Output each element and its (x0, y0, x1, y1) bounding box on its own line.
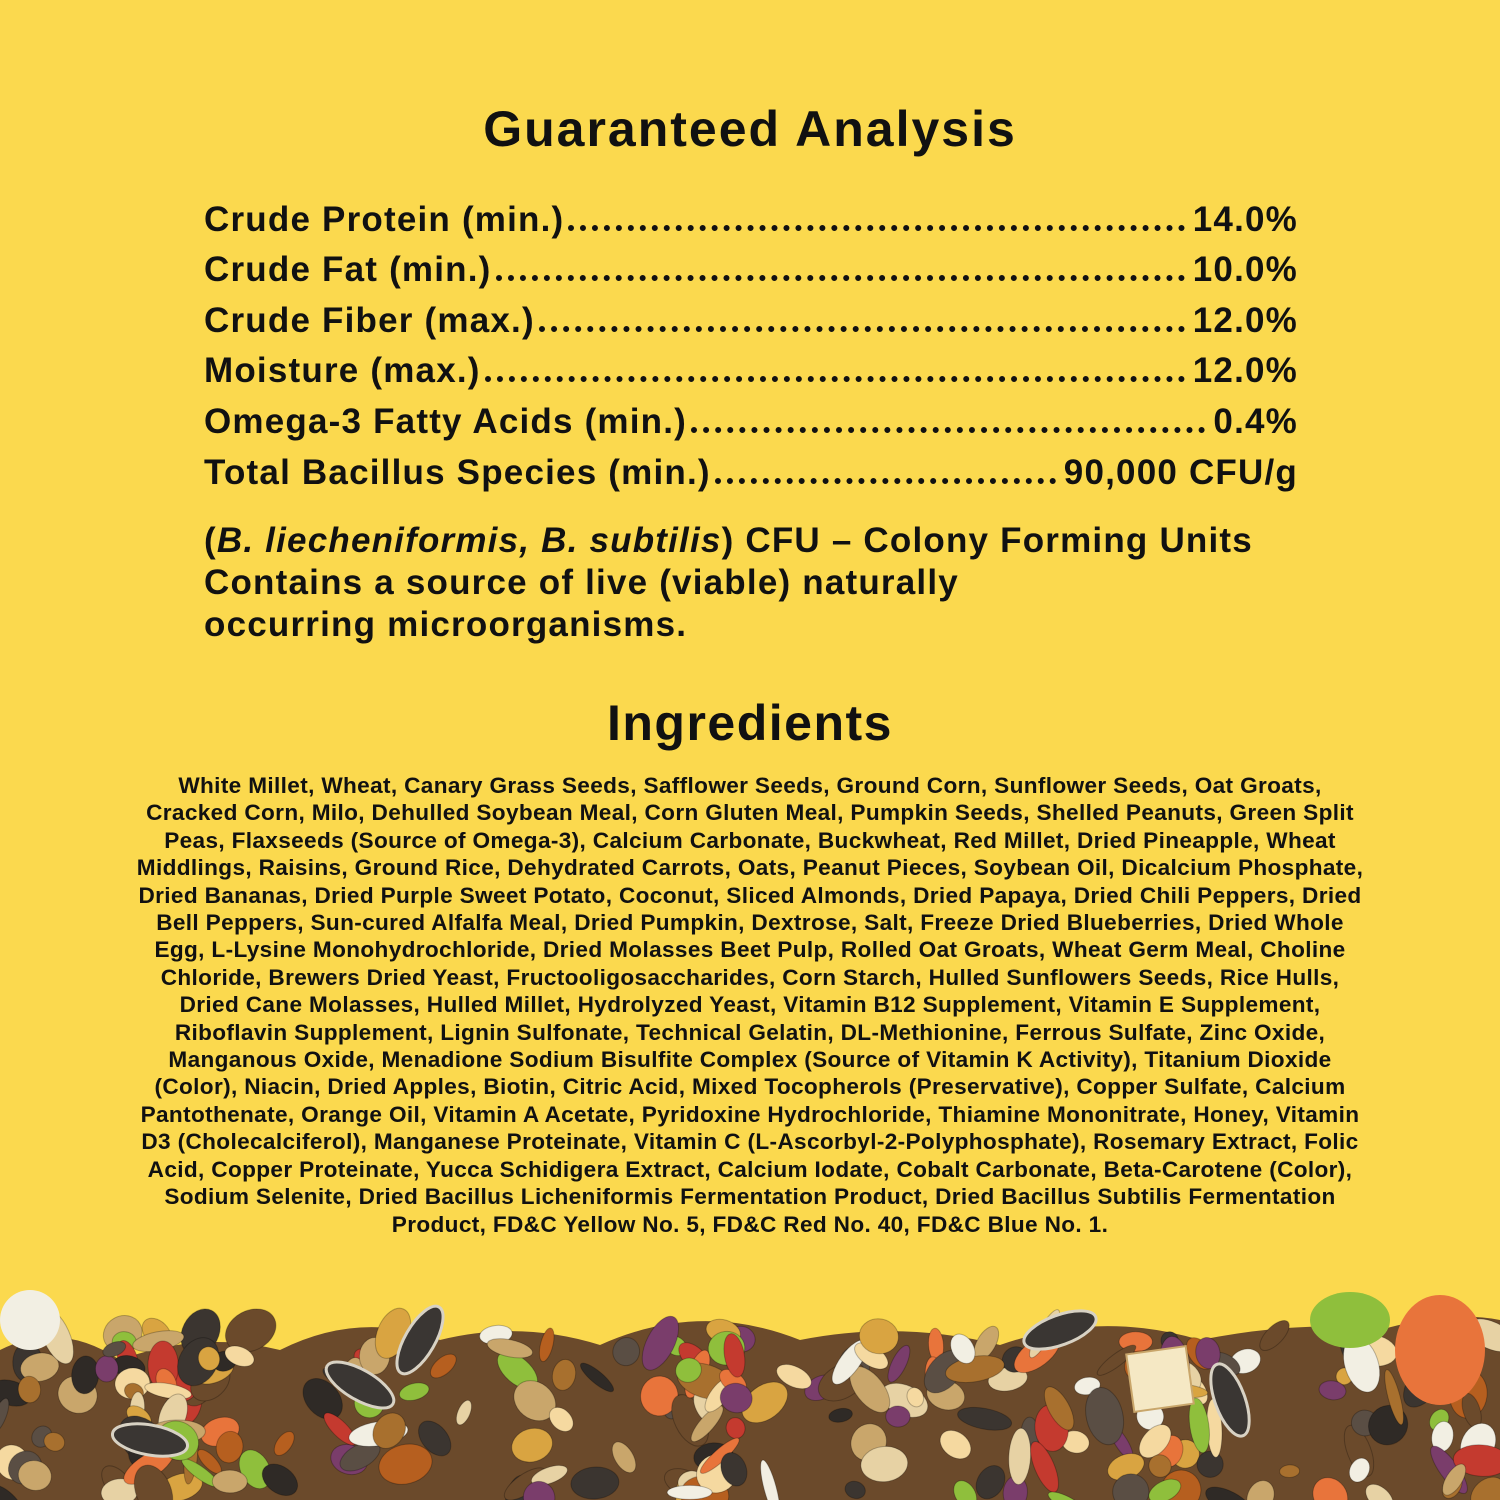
analysis-table (204, 190, 1298, 494)
guaranteed-analysis-title: Guaranteed Analysis (483, 101, 1017, 157)
analysis-row (204, 190, 1298, 241)
analysis-label: Crude Fat (min.) (204, 250, 492, 290)
analysis-label: Moisture (max.) (204, 351, 481, 391)
analysis-value: 90,000 CFU/g (1063, 452, 1298, 492)
microorganism-note (204, 520, 1304, 646)
analysis-label: Omega-3 Fatty Acids (min.) (204, 401, 688, 441)
analysis-value: 0.4% (1213, 401, 1298, 441)
analysis-row (204, 392, 1298, 443)
note-line: Contains a source of live (viable) naturally (204, 563, 959, 602)
dot-leader (568, 225, 1184, 231)
analysis-value: 14.0% (1192, 199, 1298, 239)
dot-leader (539, 326, 1185, 332)
ingredients-list: White Millet, Wheat, Canary Grass Seeds, Safflower Seeds, Ground Corn, Sunflower Seeds, Oat Groats, Cracked Corn, Milo, Dehulled Soybean Meal, Corn Gluten Meal, Pumpkin Seeds, Shelled Peanuts, Green Split Peas, Flaxseeds (Source of Omega-3), Calcium Carbonate, Buckwheat, Red Millet, Dried Pineapple, Wheat Middlings, Raisins, Ground Rice, Dehydrated Carrots, Oats, Peanut Pieces, Soybean Oil, Dicalcium Phosphate, Dried Bananas, Dried Purple Sweet Potato, Coconut, Sliced Almonds, Dried Papaya, Dried Chili Peppers, Dried Bell Peppers, Sun-cured Alfalfa Meal, Dried Pumpkin, Dextrose, Salt, Freeze Dried Blueberries, Dried Whole Egg, L-Lysine Monohydrochloride, Dried Molasses Beet Pulp, Rolled Oat Groats, Wheat Germ Meal, Choline Chloride, Brewers Dried Yeast, Fructooligosaccharides, Corn Starch, Hulled Sunflowers Seeds, Rice Hulls, Dried Cane Molasses, Hulled Millet, Hydrolyzed Yeast, Vitamin B12 Supplement, Vitamin E Supplement, Riboflavin Supplement, Lignin Sulfonate, Technical Gelatin, DL-Methionine, Ferrous Sulfate, Zinc Oxide, Manganous Oxide, Menadione Sodium Bisulfite Complex (Source of Vitamin K Activity), Titanium Dioxide (Color), Niacin, Dried Apples, Biotin, Citric Acid, Mixed Tocopherols (Preservative), Copper Sulfate, Calcium Pantothenate, Orange Oil, Vitamin A Acetate, Pyridoxine Hydrochloride, Thiamine Mononitrate, Honey, Vitamin D3 (Cholecalciferol), Manganese Proteinate, Vitamin C (L-Ascorbyl-2-Polyphosphate), Rosemary Extract, Folic Acid, Copper Proteinate, Yucca Schidigera Extract, Calcium Iodate, Cobalt Carbonate, Beta-Carotene (Color), Sodium Selenite, Dried Bacillus Licheniformis Fermentation Product, Dried Bacillus Subtilis Fermentation Product, FD&C Yellow No. 5, FD&C Red No. 40, FD&C Blue No. 1. (136, 773, 1364, 1237)
ingredients-title: Ingredients (607, 695, 893, 751)
analysis-label: Total Bacillus Species (min.) (204, 452, 711, 492)
dried-fruit-cube (1126, 1346, 1193, 1412)
green-pea-piece (1310, 1292, 1390, 1348)
dot-leader (691, 427, 1205, 433)
seed-piece (667, 1485, 712, 1499)
analysis-label: Crude Protein (min.) (204, 199, 565, 239)
analysis-value: 10.0% (1192, 250, 1298, 290)
dot-leader (715, 478, 1056, 484)
analysis-row (204, 342, 1298, 393)
analysis-row (204, 291, 1298, 342)
analysis-value: 12.0% (1192, 351, 1298, 391)
dot-leader (485, 376, 1185, 382)
analysis-row (204, 241, 1298, 292)
analysis-value: 12.0% (1192, 300, 1298, 340)
note-line: occurring microorganisms. (204, 605, 688, 644)
bacillus-species: B. liecheniformis, B. subtilis (216, 521, 722, 560)
seed-mix-illustration (0, 1290, 1500, 1500)
analysis-row (204, 443, 1298, 494)
seed-piece (212, 1470, 247, 1493)
analysis-label: Crude Fiber (max.) (204, 300, 535, 340)
seed-piece (95, 1355, 119, 1382)
dot-leader (496, 275, 1185, 281)
cfu-definition: (B. liecheniformis, B. subtilis) CFU – Colony Forming Units (204, 521, 1253, 560)
popcorn-puff (0, 1290, 60, 1350)
orange-piece (1395, 1295, 1485, 1405)
cfu-text: CFU – Colony Forming Units (745, 521, 1253, 560)
